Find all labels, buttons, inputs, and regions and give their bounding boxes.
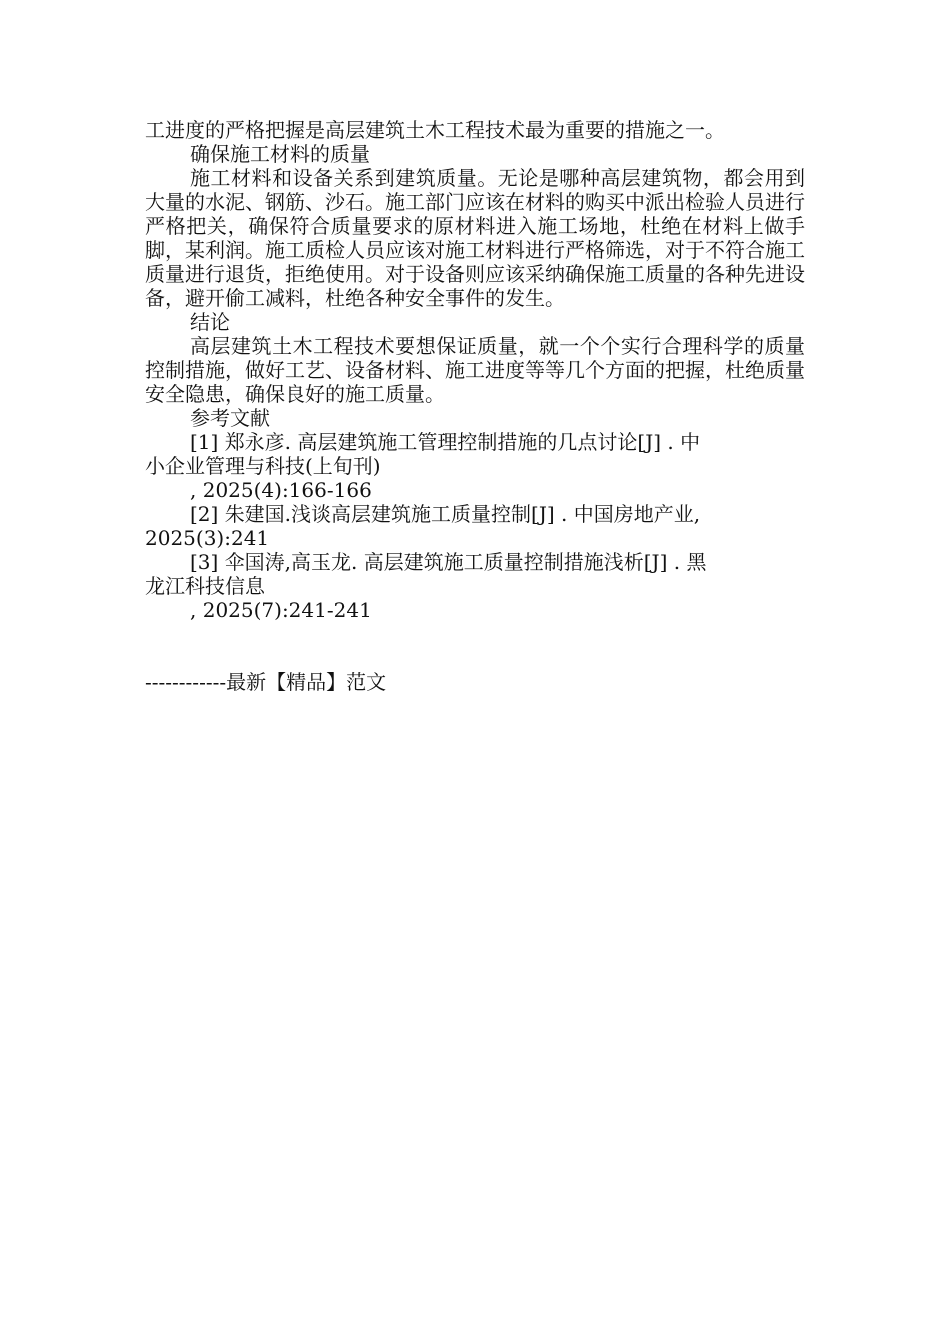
document-body <box>145 118 805 694</box>
section-body-material: 施工材料和设备关系到建筑质量。无论是哪种高层建筑物，都会用到大量的水泥、钢筋、沙石。施工部门应该在材料的购买中派出检验人员进行严格把关，确保符合质量要求的原材料进入施工场地，杜绝在材料上做手脚，某利润。施工质检人员应该对施工材料进行严格筛选，对于不符合施工质量进行退货，拒绝使用。对于设备则应该采纳确保施工质量的各种先进设备，避开偷工减料，杜绝各种安全事件的发生。 <box>145 166 805 310</box>
reference-item-3 <box>145 550 805 622</box>
reference-line: , 2025(7):241-241 <box>190 598 372 622</box>
reference-line: , 2025(4):166-166 <box>190 478 372 502</box>
reference-line: [1] 郑永彦. 高层建筑施工管理控制措施的几点讨论[J] . 中 <box>190 430 701 454</box>
reference-item-2 <box>145 502 805 550</box>
references-heading: 参考文献 <box>190 406 270 430</box>
reference-line: [3] 伞国涛,高玉龙. 高层建筑施工质量控制措施浅析[J] . 黑 <box>190 550 707 574</box>
conclusion-heading: 结论 <box>190 310 230 334</box>
footer-banner: ------------最新【精品】范文 <box>145 670 387 694</box>
reference-line: 小企业管理与科技(上旬刊) <box>145 454 381 478</box>
reference-line: 2025(3):241 <box>145 526 270 550</box>
section-heading-material: 确保施工材料的质量 <box>190 142 370 166</box>
intro-paragraph-tail: 工进度的严格把握是高层建筑土木工程技术最为重要的措施之一。 <box>145 118 725 142</box>
reference-line: 龙江科技信息 <box>145 574 265 598</box>
spacer <box>145 622 805 670</box>
conclusion-body: 高层建筑土木工程技术要想保证质量，就一个个实行合理科学的质量控制措施，做好工艺、设备材料、施工进度等等几个方面的把握，杜绝质量安全隐患，确保良好的施工质量。 <box>145 334 805 406</box>
reference-item-1 <box>145 430 805 502</box>
reference-line: [2] 朱建国.浅谈高层建筑施工质量控制[J] . 中国房地产业, <box>190 502 701 526</box>
